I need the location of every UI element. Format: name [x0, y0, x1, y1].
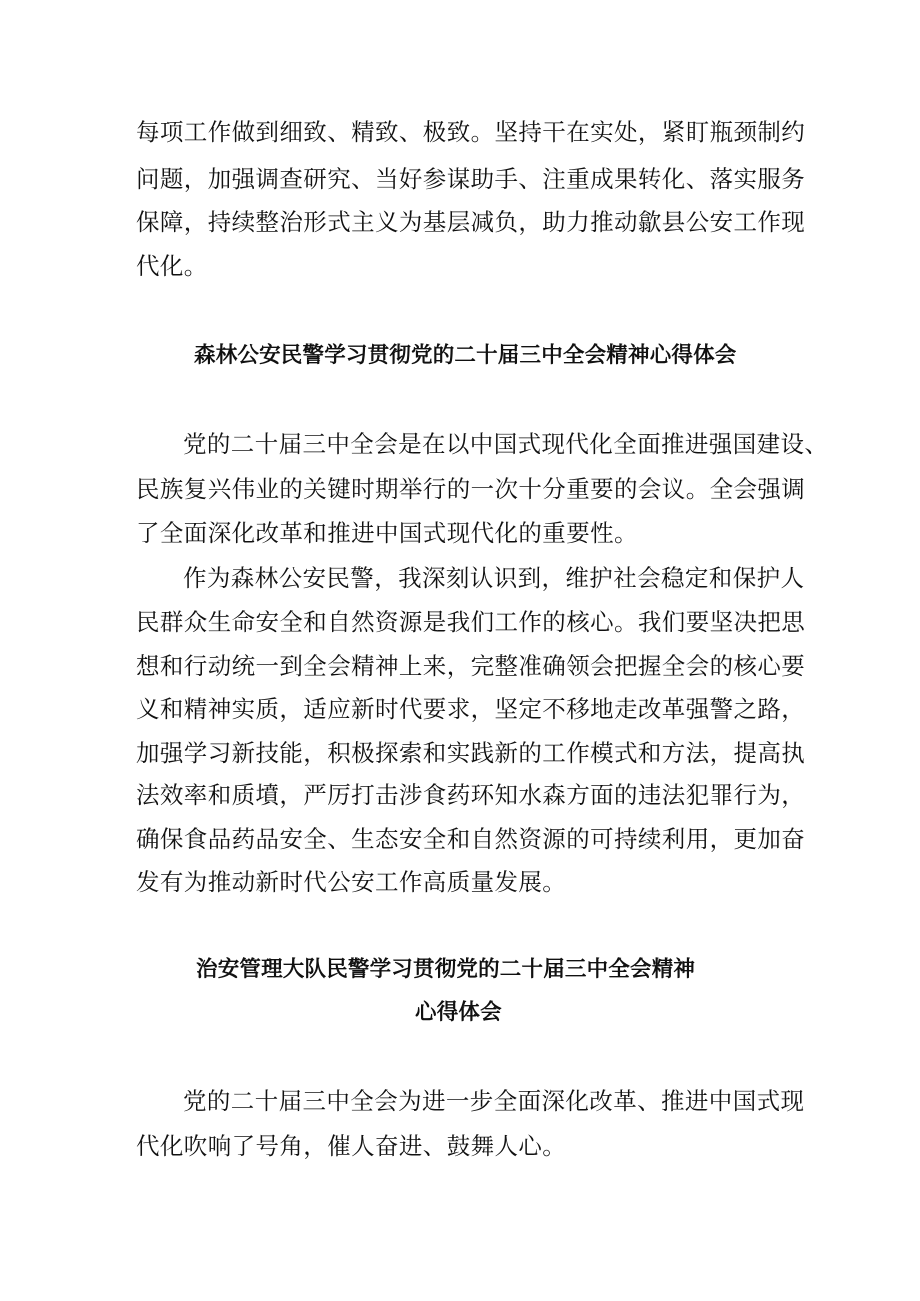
paragraph-line: 义和精神实质，适应新时代要求，坚定不移地走改革强警之路， [136, 695, 806, 723]
paragraph-line: 党的二十届三中全会是在以中国式现代化全面推进强国建设、 [183, 430, 829, 458]
paragraph-line: 民族复兴伟业的关键时期举行的一次十分重要的会议。全会强调 [136, 475, 806, 503]
section-title: 心得体会 [415, 1000, 502, 1025]
paragraph-line: 代化。 [136, 252, 208, 280]
section-title: 治安管理大队民警学习贯彻党的二十届三中全会精神 [196, 957, 696, 982]
paragraph-line: 了全面深化改革和推进中国式现代化的重要性。 [136, 519, 638, 547]
paragraph-line: 民群众生命安全和自然资源是我们工作的核心。我们要坚决把思 [136, 608, 806, 636]
paragraph-line: 代化吹响了号角，催人奋进、鼓舞人心。 [136, 1132, 567, 1160]
paragraph-line: 保障，持续整治形式主义为基层减负，助力推动歙县公安工作现 [136, 208, 806, 236]
paragraph-line: 党的二十届三中全会为进一步全面深化改革、推进中国式现 [183, 1087, 805, 1115]
paragraph-line: 确保食品药品安全、生态安全和自然资源的可持续利用，更加奋 [136, 825, 806, 853]
paragraph-line: 发有为推动新时代公安工作高质量发展。 [136, 868, 567, 896]
paragraph-line: 每项工作做到细致、精致、极致。坚持干在实处，紧盯瓶颈制约 [136, 118, 806, 146]
paragraph-line: 作为森林公安民警，我深刻认识到，维护社会稳定和保护人 [183, 564, 805, 592]
paragraph-line: 加强学习新技能，积极探索和实践新的工作模式和方法，提高执 [136, 739, 806, 767]
paragraph-line: 问题，加强调查研究、当好参谋助手、注重成果转化、落实服务 [136, 165, 806, 193]
paragraph-line: 想和行动统一到全会精神上来，完整准确领会把握全会的核心要 [136, 652, 806, 680]
paragraph-line: 法效率和质墳，严厉打击涉食药环知水森方面的违法犯罪行为， [136, 781, 806, 809]
section-title: 森林公安民警学习贯彻党的二十届三中全会精神心得体会 [194, 343, 737, 368]
